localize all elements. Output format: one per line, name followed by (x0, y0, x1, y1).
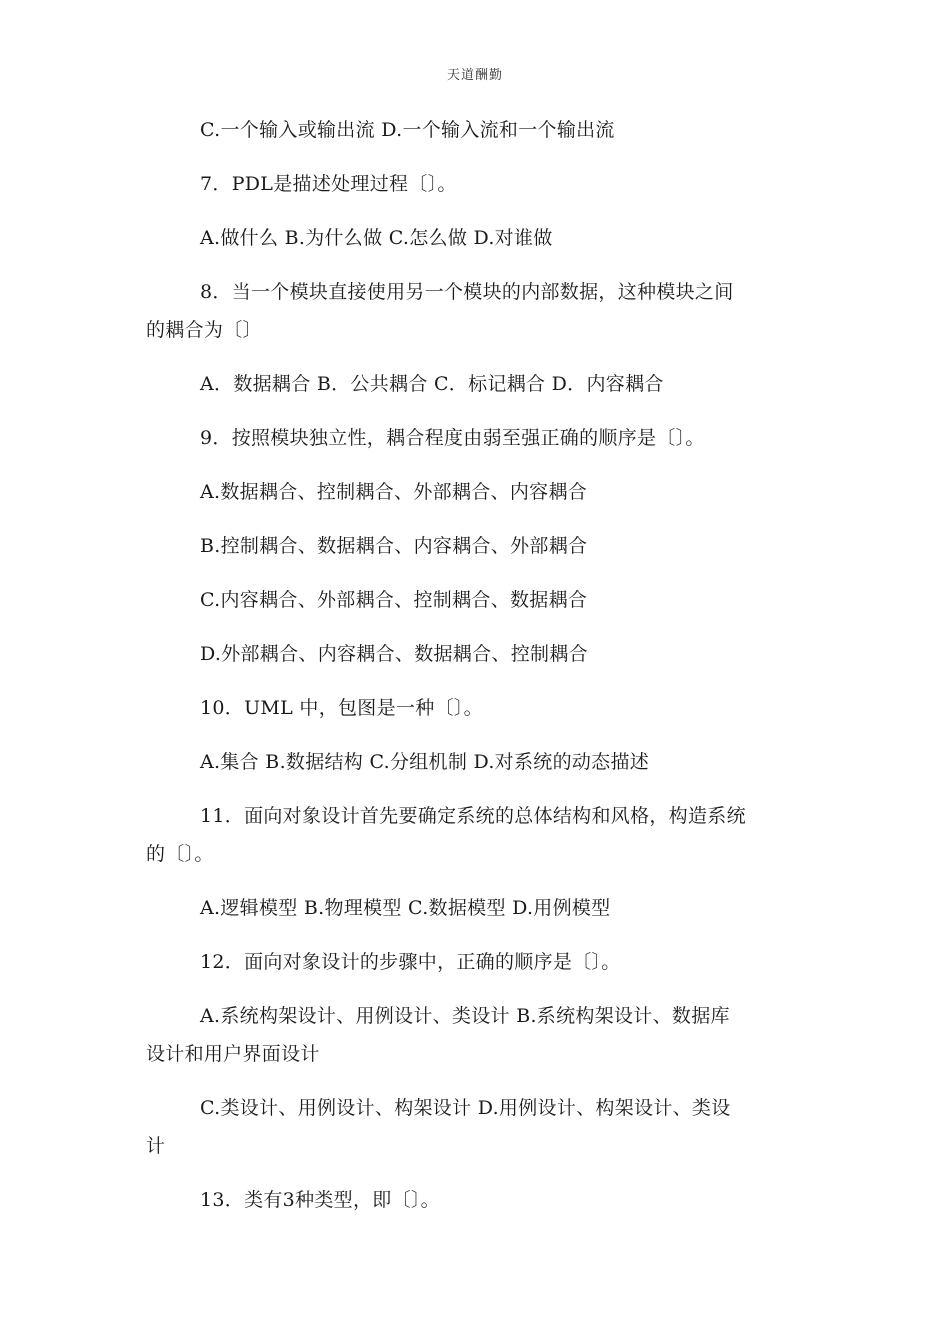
question-line-continued: 的耦合为〔〕 (146, 319, 262, 341)
option-line: B.控制耦合、数据耦合、内容耦合、外部耦合 (200, 535, 588, 557)
option-line: A.数据耦合、控制耦合、外部耦合、内容耦合 (200, 481, 588, 503)
option-line: C.内容耦合、外部耦合、控制耦合、数据耦合 (200, 589, 588, 611)
question-line: 8．当一个模块直接使用另一个模块的内部数据，这种模块之间 (200, 281, 734, 303)
option-line: A.逻辑模型 B.物理模型 C.数据模型 D.用例模型 (200, 897, 611, 919)
document-body (146, 111, 806, 1219)
option-line: C.类设计、用例设计、构架设计 D.用例设计、构架设计、类设 (200, 1097, 731, 1119)
question-line-continued: 的〔〕。 (146, 843, 214, 865)
question-line: 7．PDL是描述处理过程〔〕。 (200, 173, 457, 195)
option-line: A.集合 B.数据结构 C.分组机制 D.对系统的动态描述 (200, 751, 650, 773)
page-header: 天道酬勤 (446, 68, 503, 83)
option-line-continued: 计 (146, 1135, 166, 1157)
question-line: 11．面向对象设计首先要确定系统的总体结构和风格，构造系统 (200, 805, 746, 827)
option-line: A.做什么 B.为什么做 C.怎么做 D.对谁做 (200, 227, 553, 249)
question-line: 12．面向对象设计的步骤中，正确的顺序是〔〕。 (200, 951, 621, 973)
option-line: A．数据耦合 B．公共耦合 C．标记耦合 D．内容耦合 (200, 373, 664, 395)
option-line: A.系统构架设计、用例设计、类设计 B.系统构架设计、数据库 (200, 1005, 730, 1027)
question-line: 9．按照模块独立性，耦合程度由弱至强正确的顺序是〔〕。 (200, 427, 705, 449)
option-line: D.外部耦合、内容耦合、数据耦合、控制耦合 (200, 643, 588, 665)
question-line: 13．类有3种类型，即〔〕。 (200, 1189, 440, 1211)
option-line-continued: 设计和用户界面设计 (146, 1043, 320, 1065)
question-line: 10．UML 中，包图是一种〔〕。 (200, 697, 483, 719)
option-line: C.一个输入或输出流 D.一个输入流和一个输出流 (200, 119, 615, 141)
